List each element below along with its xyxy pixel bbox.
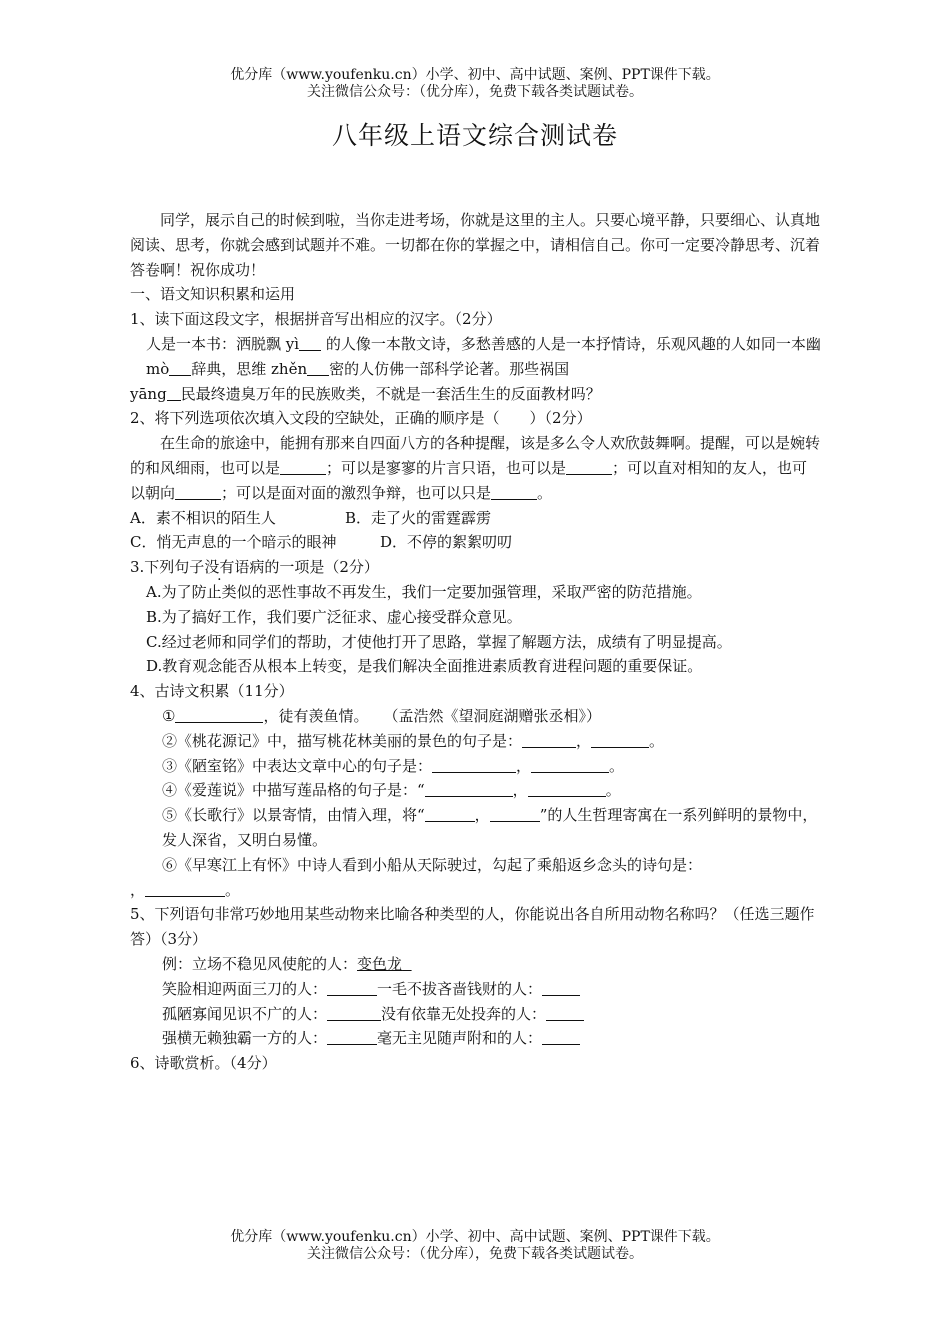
header-line-1: 优分库（www.youfenku.cn）小学、初中、高中试题、案例、PPT课件下载。 (230, 67, 720, 83)
q2-passage-4: ；可以是面对面的激烈争辩，也可以只是 (221, 483, 492, 502)
comma: ， (516, 756, 532, 775)
answer-blank (531, 756, 609, 773)
footer-line-2: 关注微信公众号：（优分库），免费下载各类试题试卷。 (307, 1246, 643, 1262)
answer-blank (299, 334, 321, 351)
comma: ， (130, 880, 146, 899)
question-3-stem (130, 555, 822, 580)
q3-stem-c: 语病的一项是（2分） (234, 558, 379, 577)
answer-blank (490, 805, 540, 822)
q2-passage-5: 。 (537, 483, 553, 502)
answer-blank (491, 483, 537, 500)
answer-blank (425, 805, 475, 822)
q4-item-5-text-cont: ”的人生哲理寄寓在一系列鲜明的景物中，发人深省，又明白易懂。 (162, 806, 818, 849)
question-5-stem: 5、下列语句非常巧妙地用某些动物来比喻各种类型的人，你能说出各自所用动物名称吗？（任选三题作答）（3分） (130, 905, 815, 949)
q4-item-1 (130, 704, 822, 729)
answer-blank (327, 979, 377, 996)
q5-row-3 (130, 1026, 822, 1051)
question-1-stem: 1、读下面这段文字，根据拼音写出相应的汉字。（2分） (130, 310, 502, 329)
q5-row-3-b: 毫无主见随声附和的人： (377, 1029, 543, 1048)
exam-body (130, 208, 822, 1076)
q1-text-1: 人是一本书：洒脱飘 yì (146, 334, 300, 353)
q3-option-c: C.经过老师和同学们的帮助，才使他打开了思路，掌握了解题方法，成绩有了明显提高。 (146, 632, 732, 651)
period: 。 (605, 781, 621, 800)
q4-item-6-text: ⑥《早寒江上有怀》中诗人看到小船从天际驶过，勾起了乘船返乡念头的诗句是： (162, 855, 703, 874)
question-2-options-cd (130, 530, 822, 555)
q4-item-4 (130, 778, 822, 803)
footer-line-1: 优分库（www.youfenku.cn）小学、初中、高中试题、案例、PPT课件下载。 (230, 1229, 720, 1245)
q1-text-6: 民最终遗臭万年的民族败类，不就是一套活生生的反面教材吗？ (180, 384, 601, 403)
q4-item-1-label: ① (162, 706, 176, 725)
question-2-stem: 2、将下列选项依次填入文段的空缺处，正确的顺序是（ ）（2分） (130, 409, 592, 428)
q4-item-3-text: ③《陋室铭》中表达文章中心的句子是： (162, 756, 433, 775)
q4-item-5-text: ⑤《长歌行》以景寄情，由情入理，将“ (162, 806, 425, 825)
page-header (0, 67, 950, 101)
q4-item-1-text: ，徒有羡鱼情。 （孟浩然《望洞庭湖赠张丞相》） (263, 706, 601, 725)
answer-blank (566, 458, 612, 475)
q5-row-2-b: 没有依靠无处投奔的人： (381, 1004, 547, 1023)
q5-row-1-b: 一毛不拔吝啬钱财的人： (377, 979, 543, 998)
q1-text-2: 的人像一本散文诗，多愁善感的人是一本抒情诗，乐观风趣的人如同一本幽 mò (146, 334, 821, 378)
q5-example-label: 例：立场不稳见风使舵的人： (162, 954, 358, 973)
period: 。 (609, 756, 625, 775)
q2-passage-3: ；可以直对相知的友人，也可以朝向 (130, 458, 808, 502)
period: 。 (649, 731, 665, 750)
q5-row-3-a: 强横无赖独霸一方的人： (162, 1029, 328, 1048)
question-1-text-cont (130, 382, 822, 407)
q4-item-5 (130, 803, 822, 853)
q5-row-1-a: 笑脸相迎两面三刀的人： (162, 979, 328, 998)
option-c: C．悄无声息的一个暗示的眼神 (130, 533, 337, 552)
q4-item-3 (130, 754, 822, 779)
question-1-text (130, 332, 822, 382)
answer-blank (591, 731, 649, 748)
section-heading: 一、语文知识积累和运用 (130, 285, 296, 304)
question-2-options-ab (130, 506, 822, 531)
header-line-2: 关注微信公众号：（优分库），免费下载各类试题试卷。 (307, 84, 643, 100)
answer-blank (542, 1028, 580, 1045)
answer-blank (528, 780, 606, 797)
question-4-stem: 4、古诗文积累（11分） (130, 682, 294, 701)
q3-stem-emphasis: 没有 (204, 558, 235, 577)
answer-blank (546, 1004, 584, 1021)
period: 。 (225, 880, 241, 899)
answer-blank (542, 979, 580, 996)
q2-passage-2: ；可以是寥寥的片言只语，也可以是 (326, 458, 567, 477)
answer-blank (167, 384, 181, 401)
answer-blank (522, 731, 576, 748)
q4-item-2-text: ②《桃花源记》中，描写桃花林美丽的景色的句子是： (162, 731, 523, 750)
q4-item-2 (130, 729, 822, 754)
comma: ， (576, 731, 592, 750)
q4-item-4-text: ④《爱莲说》中描写莲品格的句子是：“ (162, 781, 425, 800)
q5-example-answer: 变色龙 (357, 954, 403, 973)
page-footer (0, 1229, 950, 1263)
comma: ， (474, 806, 490, 825)
q5-row-1 (130, 977, 822, 1002)
q3-stem-a: 3.下列句子 (130, 558, 205, 577)
answer-blank (175, 706, 263, 723)
q1-text-5: yāng (130, 384, 167, 403)
q1-text-3: 辞典，思维 zhěn (191, 359, 308, 378)
intro-paragraph: 同学，展示自己的时候到啦，当你走进考场，你就是这里的主人。只要心境平静，只要细心、认真地阅读、思考，你就会感到试题并不难。一切都在你的掌握之中，请相信自己。你可一定要冷静思考、沉着答卷啊！祝你成功！ (130, 211, 821, 279)
answer-blank (432, 756, 516, 773)
q3-option-a: A.为了防止类似的恶性事故不再发生，我们一定要加强管理，采取严密的防范措施。 (146, 582, 702, 601)
answer-blank (280, 458, 326, 475)
option-a: A．素不相识的陌生人 (130, 508, 276, 527)
answer-blank (327, 1028, 377, 1045)
option-b: B．走了火的雷霆霹雳 (345, 508, 492, 527)
question-2-passage (130, 431, 822, 505)
answer-blank (175, 483, 221, 500)
q5-row-2-a: 孤陋寡闻见识不广的人： (162, 1004, 328, 1023)
page-title: 八年级上语文综合测试卷 (331, 121, 618, 150)
answer-blank (327, 1004, 381, 1021)
question-6-stem: 6、诗歌赏析。（4分） (130, 1054, 277, 1073)
q4-item-6 (130, 853, 822, 878)
q1-text-4: 密的人仿佛一部科学论著。那些祸国 (329, 359, 570, 378)
q5-example (130, 952, 822, 977)
option-d: D．不停的絮絮叨叨 (380, 533, 513, 552)
answer-blank (145, 880, 225, 897)
answer-blank (169, 359, 191, 376)
q4-item-6-cont (130, 878, 822, 903)
answer-blank (307, 359, 329, 376)
q3-option-b: B.为了搞好工作，我们要广泛征求、虚心接受群众意见。 (146, 607, 522, 626)
q2-passage-1: 在生命的旅途中，能拥有那来自四面八方的各种提醒，该是多么令人欢欣鼓舞啊。提醒，可以是婉转的和风细雨，也可以是 (130, 434, 821, 477)
comma: ， (512, 781, 528, 800)
q3-option-d: D.教育观念能否从根本上转变，是我们解决全面推进素质教育进程问题的重要保证。 (146, 657, 703, 676)
answer-blank (425, 780, 513, 797)
q5-row-2 (130, 1002, 822, 1027)
